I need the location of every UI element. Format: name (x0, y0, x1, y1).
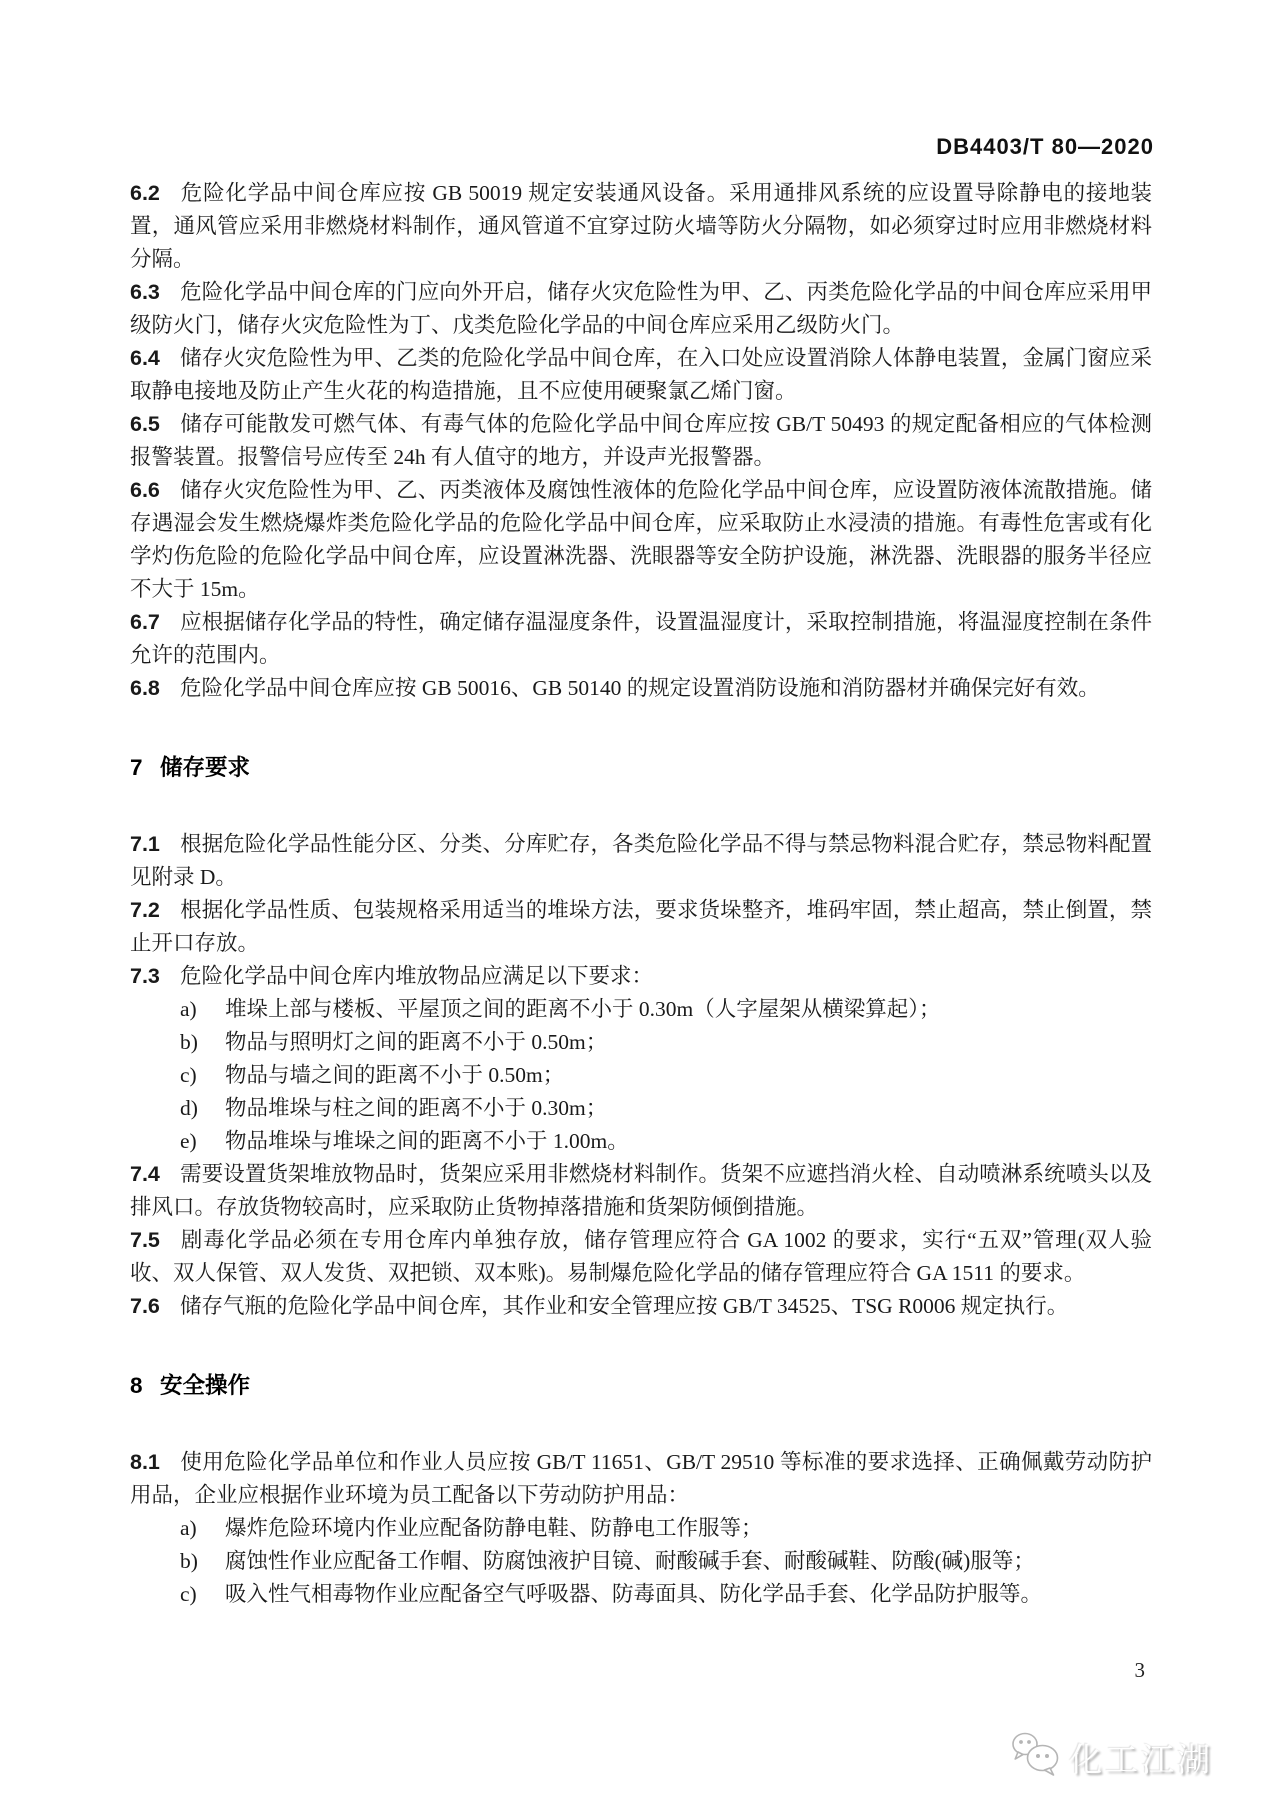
clause-number: 7.5 (130, 1228, 160, 1252)
clause-text: 储存气瓶的危险化学品中间仓库，其作业和安全管理应按 GB/T 34525、TSG R0006 规定执行。 (180, 1294, 1069, 1318)
clause-text: 根据危险化学品性能分区、分类、分库贮存，各类危险化学品不得与禁忌物料混合贮存，禁忌物料配置见附录 D。 (130, 832, 1152, 889)
clause-7-5 (130, 1224, 1152, 1290)
list-marker: d) (180, 1096, 198, 1120)
clause-number: 6.3 (130, 280, 160, 304)
list-marker: b) (180, 1549, 198, 1573)
list-item-8-1-b (130, 1545, 1152, 1578)
clause-7-4 (130, 1158, 1152, 1224)
clause-text: 危险化学品中间仓库的门应向外开启，储存火灾危险性为甲、乙、丙类危险化学品的中间仓库应采用甲级防火门，储存火灾危险性为丁、戊类危险化学品的中间仓库应采用乙级防火门。 (130, 280, 1152, 337)
list-text: 爆炸危险环境内作业应配备防静电鞋、防静电工作服等； (225, 1516, 763, 1540)
clause-text: 使用危险化学品单位和作业人员应按 GB/T 11651、GB/T 29510 等标准的要求选择、正确佩戴劳动防护用品，企业应根据作业环境为员工配备以下劳动防护用品： (130, 1450, 1152, 1507)
wechat-icon (1010, 1731, 1062, 1784)
document-content (130, 177, 1152, 1611)
clause-text: 危险化学品中间仓库应按 GB 50019 规定安装通风设备。采用通排风系统的应设置导除静电的接地装置，通风管应采用非燃烧材料制作，通风管道不宜穿过防火墙等防火分隔物，如必须穿过时应用非燃烧材料分隔。 (130, 181, 1152, 271)
clause-7-2 (130, 894, 1152, 960)
brand-name: 化工江湖 (1069, 1741, 1213, 1778)
clause-6-3 (130, 276, 1152, 342)
list-item-8-1-c (130, 1578, 1152, 1611)
clause-number: 6.8 (130, 676, 160, 700)
clause-8-1 (130, 1446, 1152, 1512)
clause-number: 6.5 (130, 412, 160, 436)
clause-7-6 (130, 1290, 1152, 1323)
clause-7-1 (130, 828, 1152, 894)
clause-number: 6.7 (130, 610, 160, 634)
clause-number: 7.2 (130, 898, 160, 922)
clause-6-8 (130, 672, 1152, 705)
clause-text: 应根据储存化学品的特性，确定储存温湿度条件，设置温湿度计，采取控制措施，将温湿度控制在条件允许的范围内。 (130, 610, 1152, 667)
clause-text: 危险化学品中间仓库内堆放物品应满足以下要求： (180, 964, 654, 988)
list-text: 物品与照明灯之间的距离不小于 0.50m； (225, 1030, 608, 1054)
list-item-7-3-b (130, 1026, 1152, 1059)
section-7-heading (130, 751, 1152, 784)
list-marker: b) (180, 1030, 198, 1054)
doc-code-header: DB4403/T 80—2020 (936, 134, 1154, 159)
list-item-7-3-d (130, 1092, 1152, 1125)
list-marker: e) (180, 1129, 197, 1153)
list-marker: c) (180, 1582, 197, 1606)
list-text: 堆垛上部与楼板、平屋顶之间的距离不小于 0.30m（人字屋架从横梁算起）； (225, 997, 941, 1021)
section-number: 7 (130, 755, 143, 780)
list-item-8-1-a (130, 1512, 1152, 1545)
clause-text: 储存火灾危险性为甲、乙、丙类液体及腐蚀性液体的危险化学品中间仓库，应设置防液体流散措施。储存遇湿会发生燃烧爆炸类危险化学品的危险化学品中间仓库，应采取防止水浸渍的措施。有毒性危害或有化学灼伤危险的危险化学品中间仓库，应设置淋洗器、洗眼器等安全防护设施，淋洗器、洗眼器的服务半径应不大于 15m。 (130, 478, 1152, 601)
clause-6-4 (130, 342, 1152, 408)
clause-7-3 (130, 960, 1152, 993)
clause-text: 储存火灾危险性为甲、乙类的危险化学品中间仓库，在入口处应设置消除人体静电装置，金属门窗应采取静电接地及防止产生火花的构造措施，且不应使用硬聚氯乙烯门窗。 (130, 346, 1152, 403)
clause-number: 7.6 (130, 1294, 160, 1318)
clause-number: 6.6 (130, 478, 160, 502)
clause-text: 需要设置货架堆放物品时，货架应采用非燃烧材料制作。货架不应遮挡消火栓、自动喷淋系统喷头以及排风口。存放货物较高时，应采取防止货物掉落措施和货架防倾倒措施。 (130, 1162, 1152, 1219)
section-number: 8 (130, 1373, 143, 1398)
list-marker: c) (180, 1063, 197, 1087)
list-text: 吸入性气相毒物作业应配备空气呼吸器、防毒面具、防化学品手套、化学品防护服等。 (225, 1582, 1043, 1606)
clause-6-2 (130, 177, 1152, 276)
section-title: 储存要求 (160, 755, 251, 780)
clause-text: 储存可能散发可燃气体、有毒气体的危险化学品中间仓库应按 GB/T 50493 的规定配备相应的气体检测报警装置。报警信号应传至 24h 有人值守的地方，并设声光报警器。 (130, 412, 1152, 469)
section-title: 安全操作 (160, 1373, 251, 1398)
list-text: 物品与墙之间的距离不小于 0.50m； (225, 1063, 565, 1087)
clause-number: 7.3 (130, 964, 160, 988)
list-marker: a) (180, 997, 197, 1021)
clause-text: 危险化学品中间仓库应按 GB 50016、GB 50140 的规定设置消防设施和消防器材并确保完好有效。 (180, 676, 1100, 700)
page-number: 3 (1134, 1658, 1145, 1682)
list-item-7-3-e (130, 1125, 1152, 1158)
clause-number: 7.4 (130, 1162, 160, 1186)
list-item-7-3-a (130, 993, 1152, 1026)
list-text: 物品堆垛与堆垛之间的距离不小于 1.00m。 (225, 1129, 629, 1153)
clause-number: 8.1 (130, 1450, 160, 1474)
clause-text: 根据化学品性质、包装规格采用适当的堆垛方法，要求货垛整齐，堆码牢固，禁止超高，禁止倒置，禁止开口存放。 (130, 898, 1152, 955)
brand-watermark (1010, 1731, 1213, 1784)
clause-number: 7.1 (130, 832, 160, 856)
list-text: 腐蚀性作业应配备工作帽、防腐蚀液护目镜、耐酸碱手套、耐酸碱鞋、防酸(碱)服等； (225, 1549, 1035, 1573)
list-item-7-3-c (130, 1059, 1152, 1092)
clause-text: 剧毒化学品必须在专用仓库内单独存放，储存管理应符合 GA 1002 的要求，实行“五双”管理(双人验收、双人保管、双人发货、双把锁、双本账)。易制爆危险化学品的储存管理应符合 GA 1511 的要求。 (130, 1228, 1152, 1285)
clause-6-6 (130, 474, 1152, 606)
list-text: 物品堆垛与柱之间的距离不小于 0.30m； (225, 1096, 608, 1120)
clause-number: 6.4 (130, 346, 160, 370)
clause-6-5 (130, 408, 1152, 474)
clause-6-7 (130, 606, 1152, 672)
list-marker: a) (180, 1516, 197, 1540)
clause-number: 6.2 (130, 181, 160, 205)
section-8-heading (130, 1369, 1152, 1402)
